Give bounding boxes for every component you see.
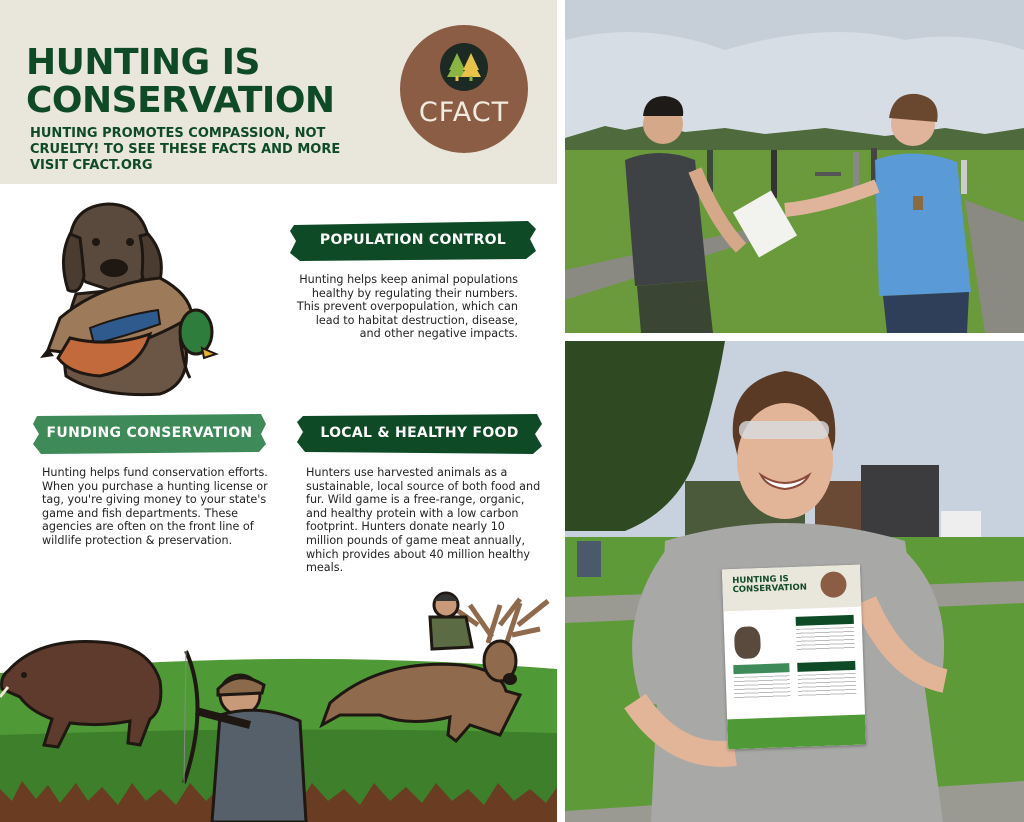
held-flyer-population-banner <box>796 615 854 626</box>
held-flyer <box>722 565 866 750</box>
pine-trees-icon <box>440 43 488 91</box>
funding-conservation-text: Hunting helps fund conservation efforts. When you purchase a hunting license or tag, you're giving money to your state's game and fish departments. These agencies are often on the front line of wildlife protection & preservation. <box>42 466 268 547</box>
held-flyer-header <box>722 565 861 612</box>
local-healthy-food-heading: LOCAL & HEALTHY FOOD <box>320 425 519 441</box>
photo-handing-flyer <box>565 0 1024 333</box>
held-flyer-text <box>734 675 791 699</box>
local-healthy-food-banner <box>297 412 542 454</box>
population-control-text: Hunting helps keep animal populations healthy by regulating their numbers. This prevent overpopulation, which can lead to habitat destruction, disease, and other negative impacts. <box>296 273 518 341</box>
population-control-banner <box>290 219 536 261</box>
funding-conservation-banner <box>33 412 266 454</box>
flyer-subtitle: HUNTING PROMOTES COMPASSION, NOT CRUELTY! TO SEE THESE FACTS AND MORE VISIT CFACT.ORG <box>30 126 341 173</box>
held-flyer-funding-banner <box>733 663 789 674</box>
logo-text: CFACT <box>418 97 510 128</box>
held-flyer-logo <box>820 571 847 598</box>
flyer-header <box>0 0 557 184</box>
photo-holding-flyer <box>565 341 1024 822</box>
local-healthy-food-text: Hunters use harvested animals as a sustainable, local source of both food and fur. Wild game is a free-range, organic, and healthy protein with a low carbon footprint. Hunters donate nearly 10 million pounds of game meat annually, which provides about 40 million healthy meals. <box>306 466 541 575</box>
funding-conservation-heading: FUNDING CONSERVATION <box>46 425 253 441</box>
held-flyer-dog-icon <box>734 626 761 659</box>
held-flyer-food-banner <box>797 661 855 672</box>
hunting-scene-illustration <box>0 585 557 822</box>
held-flyer-text <box>798 673 857 697</box>
held-flyer-ground <box>727 715 866 750</box>
cfact-logo <box>400 25 528 153</box>
dog-with-duck-illustration <box>40 198 220 403</box>
population-control-heading: POPULATION CONTROL <box>319 232 507 248</box>
flyer-title: HUNTING IS CONSERVATION <box>26 42 335 121</box>
held-flyer-title: HUNTING IS CONSERVATION <box>732 574 808 596</box>
held-flyer-text <box>796 627 855 651</box>
